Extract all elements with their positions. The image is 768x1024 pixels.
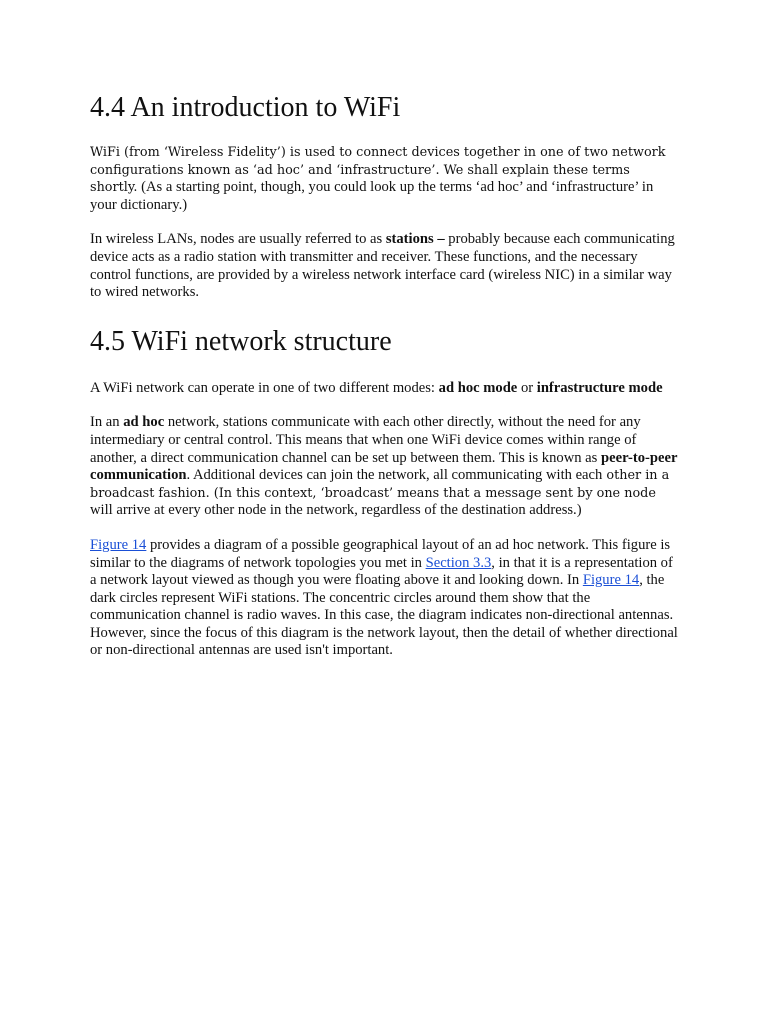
stations-paragraph [90,231,680,301]
ad-hoc-text-after: . Additional devices can join the network, all communicating with each [186,467,603,484]
stations-term: stations – [385,231,445,248]
document-page [90,86,680,677]
figure-text-3: , the dark circles represent WiFi stations. The concentric circles around them show that the communication channel is radio waves. In this case, the diagram indicates non-directional antennas. However, since the focus of this diagram is the network layout, then the detail of whether directional or non-directional antennas are used isn't important. [90,572,678,659]
ad-hoc-text-before: In an [90,414,124,431]
figure-text-1: provides a diagram of a possible geographical layout of an ad hoc network. This figure is similar to the diagrams of network topologies you met in [90,536,671,571]
modes-text-before: A WiFi network can operate in one of two different modes: [90,379,439,396]
stations-text-before: In wireless LANs, nodes are usually referred to as [90,231,386,248]
infrastructure-mode-term: infrastructure mode [536,379,663,396]
intro-text-part2: (As a starting point, though, you could look up the terms ‘ad hoc’ and ‘infrastructure’ in your dictionary.) [90,179,654,213]
section-heading-4-4: 4.4 An introduction to WiFi [90,92,401,123]
figure-paragraph [90,537,680,660]
intro-text-part1: WiFi (from ‘Wireless Fidelity’) is used to connect devices together in one of two network configurations known as ‘ad hoc’ and ‘infrastructure’. We shall explain these terms shortly. [90,145,666,196]
modes-paragraph [90,380,680,398]
ad-hoc-paragraph [90,414,680,520]
ad-hoc-text-broadcast: other in a broadcast fashion. (In this context, ‘broadcast’ means that a message sent by one node [90,468,670,501]
ad-hoc-mode-term: ad hoc mode [438,379,518,396]
ad-hoc-text-middle: network, stations communicate with each other directly, without the need for any intermediary or central control. This means that when one WiFi device comes within range of another, a direct communication channel can be set up between them. This is known as [90,414,641,466]
figure-text-2: , in that it is a representation of a network layout viewed as though you were floating above it and looking down. In [90,554,673,589]
modes-text-middle: or [517,379,537,396]
figure-14-link[interactable]: Figure 14 [90,536,147,553]
stations-text-after: probably because each communicating device acts as a radio station with transmitter and receiver. These functions, and the necessary control functions, are provided by a wireless network interface card (wireless NIC) in a similar way to wired networks. [90,231,675,301]
ad-hoc-term: ad hoc [123,414,165,431]
peer-to-peer-term: peer-to-peer communication [90,449,678,484]
intro-paragraph [90,144,680,214]
section-3-3-link[interactable]: Section 3.3 [425,554,492,571]
figure-14-link-second[interactable]: Figure 14 [582,572,640,589]
ad-hoc-text-tail: will arrive at every other node in the network, regardless of the destination address.) [90,502,582,519]
section-heading-4-5: 4.5 WiFi network structure [90,325,392,357]
